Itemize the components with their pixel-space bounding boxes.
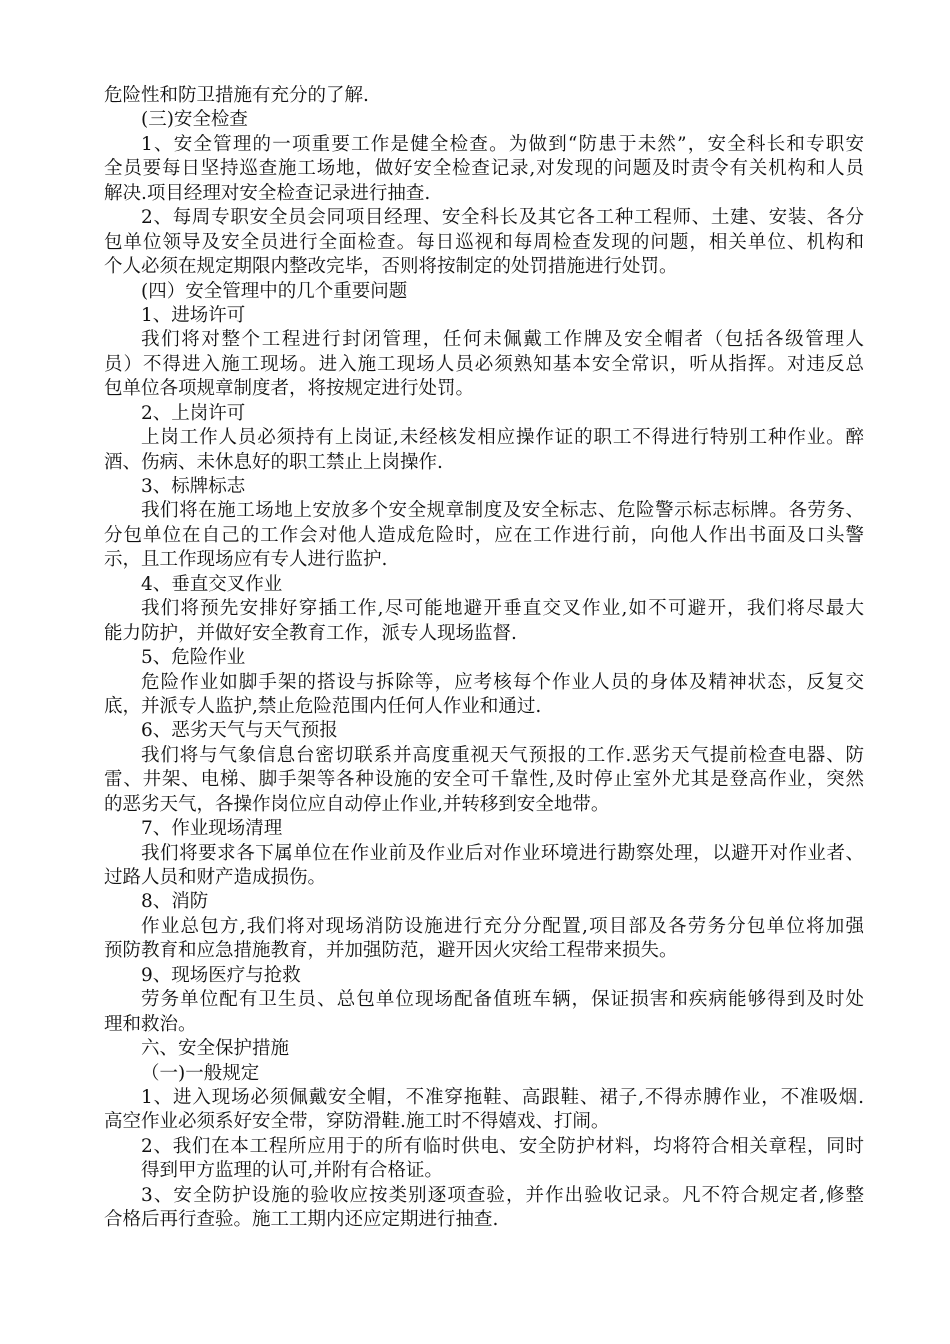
text-line: 1、进入现场必须佩戴安全帽，不准穿拖鞋、高跟鞋、裙子,不得赤膊作业，不准吸烟.	[141, 1086, 864, 1108]
text-line: 预防教育和应急措施教育，并加强防范，避开因火灾给工程带来损失。	[104, 940, 678, 962]
text-line: 分包单位在自己的工作会对他人造成危险时，应在工作进行前，向他人作出书面及口头警	[104, 524, 864, 546]
text-line: (四）安全管理中的几个重要问题	[141, 280, 408, 302]
text-line: 劳务单位配有卫生员、总包单位现场配备值班车辆，保证损害和疾病能够得到及时处	[141, 989, 864, 1011]
text-line: 合格后再行查验。施工工期内还应定期进行抽查.	[104, 1209, 499, 1231]
text-line: 示，且工作现场应有专人进行监护.	[104, 549, 388, 571]
text-line: 底，并派专人监护,禁止危险范围内任何人作业和通过.	[104, 695, 542, 717]
text-line: 我们将预先安排好穿插工作,尽可能地避开垂直交叉作业,如不可避开，我们将尽最大	[141, 598, 864, 620]
text-line: 作业总包方,我们将对现场消防设施进行充分分配置,项目部及各劳务分包单位将加强	[141, 915, 864, 937]
text-line: 酒、伤病、未休息好的职工禁止上岗操作.	[104, 451, 443, 473]
text-line: 过路人员和财产造成损伤。	[104, 867, 327, 888]
text-line: 我们将要求各下属单位在作业前及作业后对作业环境进行勘察处理，以避开对作业者、	[141, 842, 864, 864]
text-line: 六、安全保护措施	[141, 1038, 290, 1060]
text-line: 全员要每日坚持巡查施工场地，做好安全检查记录,对发现的问题及时责令有关机构和人员	[104, 158, 864, 180]
text-line: 我们将与气象信息台密切联系并高度重视天气预报的工作.恶劣天气提前检查电器、防	[141, 744, 864, 766]
text-line: 7、作业现场清理	[141, 818, 283, 840]
text-line: 员）不得进入施工现场。进入施工现场人员必须熟知基本安全常识，听从指挥。对违反总	[104, 353, 864, 375]
text-line: 我们将在施工场地上安放多个安全规章制度及安全标志、危险警示标志标牌。各劳务、	[141, 500, 864, 522]
text-line: 解决.项目经理对安全检查记录进行抽查.	[104, 182, 431, 204]
text-line: 3、安全防护设施的验收应按类别逐项查验，并作出验收记录。凡不符合规定者,修整	[141, 1184, 864, 1206]
text-line: 包单位各项规章制度者，将按规定进行处罚。	[104, 378, 475, 400]
text-line: (三)安全检查	[141, 109, 248, 131]
text-line: 高空作业必须系好安全带，穿防滑鞋.施工时不得嬉戏、打闹。	[104, 1111, 610, 1133]
text-line: 5、危险作业	[141, 647, 246, 669]
text-line: 6、恶劣天气与天气预报	[141, 720, 338, 742]
text-line: 9、现场医疗与抢救	[141, 964, 301, 986]
text-line: （一)一般规定	[141, 1062, 260, 1084]
text-line: 2、每周专职安全员会同项目经理、安全科长及其它各工种工程师、土建、安装、各分	[141, 207, 864, 229]
text-line: 个人必须在规定期限内整改完毕，否则将按制定的处罚措施进行处罚。	[104, 256, 678, 278]
text-line: 雷、井架、电梯、脚手架等各种设施的安全可千靠性,及时停止室外尤其是登高作业，突然	[104, 769, 864, 791]
text-line: 1、安全管理的一项重要工作是健全检查。为做到“防患于未然”，安全科长和专职安	[141, 133, 864, 155]
text-line: 3、标牌标志	[141, 476, 246, 497]
text-line: 1、进场许可	[141, 304, 246, 326]
text-line: 能力防护，并做好安全教育工作，派专人现场监督.	[104, 622, 517, 644]
text-line: 上岗工作人员必须持有上岗证,未经核发相应操作证的职工不得进行特别工种作业。醉	[141, 427, 864, 449]
text-line: 2、上岗许可	[141, 402, 246, 424]
text-line: 4、垂直交叉作业	[141, 573, 283, 595]
text-line: 危险性和防卫措施有充分的了解.	[104, 85, 369, 106]
text-line: 我们将对整个工程进行封闭管理，任何未佩戴工作牌及安全帽者（包括各级管理人	[141, 329, 864, 351]
document-page	[104, 84, 864, 1233]
text-line: 危险作业如脚手架的搭设与拆除等，应考核每个作业人员的身体及精神状态，反复交	[141, 671, 864, 693]
text-line: 8、消防	[141, 891, 209, 913]
text-line: 理和救治。	[104, 1013, 197, 1035]
text-line: 包单位领导及安全员进行全面检查。每日巡视和每周检查发现的问题，相关单位、机构和	[104, 231, 864, 253]
text-line: 2、我们在本工程所应用于的所有临时供电、安全防护材料，均将符合相关章程，同时	[141, 1135, 864, 1157]
text-line: 得到甲方监理的认可,并附有合格证。	[141, 1160, 443, 1182]
text-line: 的恶劣天气，各操作岗位应自动停止作业,并转移到安全地带。	[104, 793, 610, 815]
